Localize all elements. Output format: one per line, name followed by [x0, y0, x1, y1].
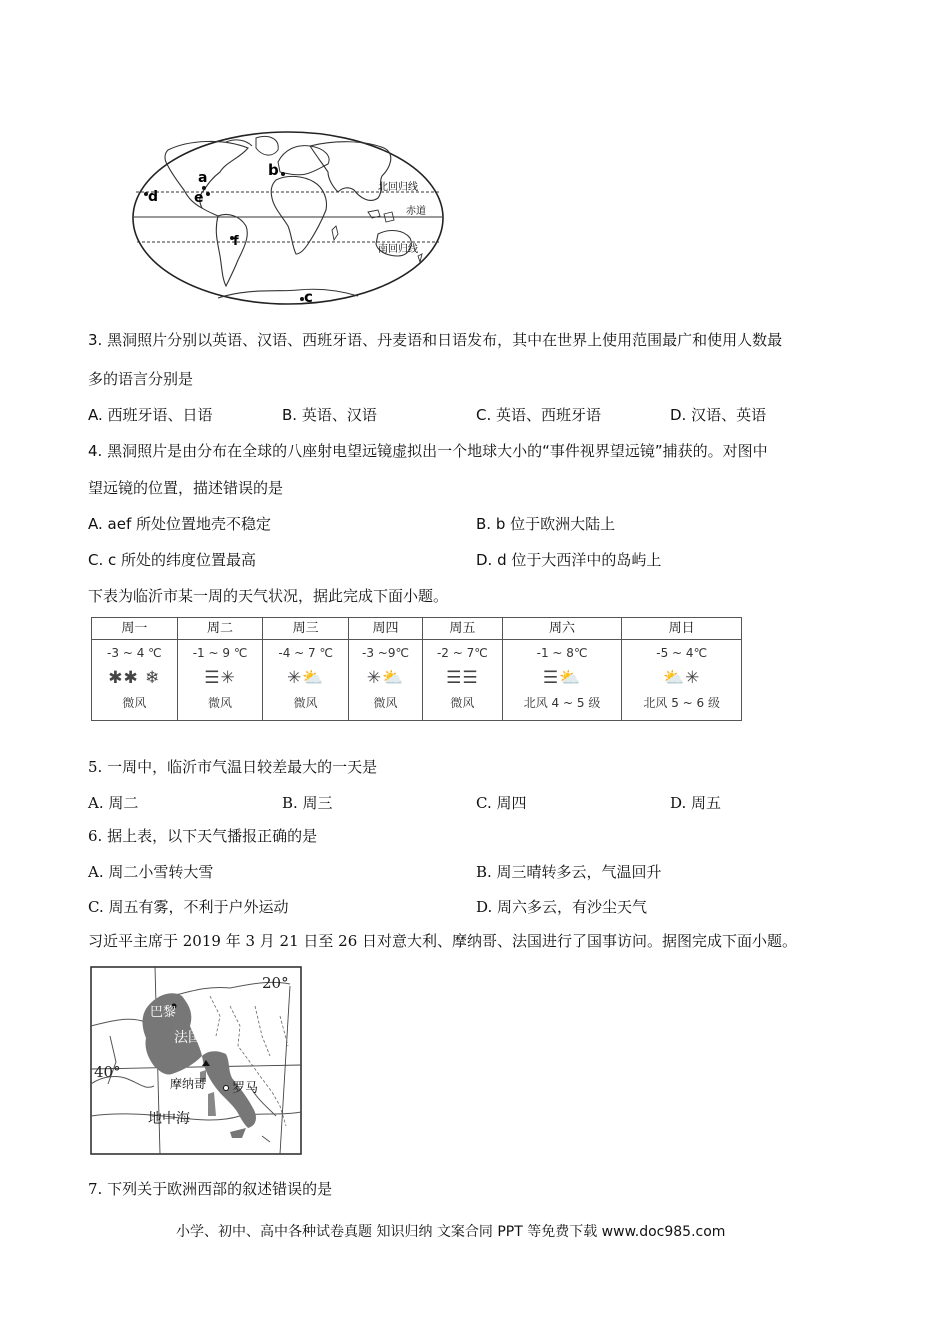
weather-cell-tue: [177, 640, 263, 721]
label-f: f: [233, 234, 239, 249]
temp-sat: -1 ~ 8℃: [536, 646, 588, 660]
q6-option-b: B. 周三晴转多云，气温回升: [476, 863, 662, 881]
day-sun: 周日: [622, 618, 742, 640]
wind-mon: 微风: [122, 696, 147, 710]
fog-snow-icon: ☰✳: [204, 668, 236, 688]
weather-cell-sat: [502, 640, 622, 721]
day-tue: 周二: [177, 618, 263, 640]
wind-sun: 北风 5 ~ 6 级: [643, 696, 720, 710]
wind-sat: 北风 4 ~ 5 级: [523, 696, 601, 710]
wind-fri: 微风: [450, 696, 475, 710]
temp-tue: -1 ~ 9 ℃: [192, 646, 248, 660]
label-a: a: [198, 170, 208, 186]
q4-stem-line2: 望远镜的位置，描述错误的是: [88, 479, 284, 497]
q5-option-c: C. 周四: [476, 794, 527, 812]
page-footer: 小学、初中、高中各种试卷真题 知识归纳 文案合同 PPT 等免费下载 www.doc985.com: [176, 1224, 726, 1240]
temp-fri: -2 ~ 7℃: [436, 646, 488, 660]
fog-cloudy-icon: ☰⛅: [542, 668, 582, 688]
label-tropic-capricorn: 南回归线: [378, 244, 418, 255]
label-e: e: [194, 190, 204, 206]
label-rome: 罗马: [232, 1081, 259, 1096]
fog-icon: ☰☰: [446, 668, 479, 688]
day-fri: 周五: [422, 618, 502, 640]
weather-cell-thu: [349, 640, 423, 721]
q5-stem: 5. 一周中，临沂市气温日较差最大的一天是: [88, 758, 378, 776]
temp-sun: -5 ~ 4℃: [656, 646, 708, 660]
snow-cloudy-icon: ✳⛅: [286, 668, 325, 688]
day-mon: 周一: [92, 618, 178, 640]
day-wed: 周三: [263, 618, 349, 640]
q4-option-b: B. b 位于欧洲大陆上: [476, 515, 616, 533]
europe-map: [90, 966, 302, 1156]
world-map: [128, 128, 448, 308]
q7-stem: 7. 下列关于欧洲西部的叙述错误的是: [88, 1180, 333, 1198]
q4-option-c: C. c 所处的纬度位置最高: [88, 551, 257, 569]
q3-option-a: A. 西班牙语、日语: [88, 406, 213, 424]
wind-tue: 微风: [208, 696, 233, 710]
day-thu: 周四: [349, 618, 423, 640]
label-med-sea: 地中海: [148, 1111, 190, 1127]
snow-icon: ✱✱ ❄: [108, 668, 161, 688]
weather-cell-wed: [263, 640, 349, 721]
q3-stem-line2: 多的语言分别是: [88, 370, 194, 388]
q5-option-b: B. 周三: [282, 794, 333, 812]
wind-wed: 微风: [293, 696, 318, 710]
q6-option-d: D. 周六多云，有沙尘天气: [476, 898, 648, 916]
table-intro: 下表为临沂市某一周的天气状况，据此完成下面小题。: [88, 587, 449, 605]
label-france: 法国: [174, 1030, 202, 1046]
q4-option-a: A. aef 所处位置地壳不稳定: [88, 515, 272, 533]
weather-cell-sun: [622, 640, 742, 721]
day-sat: 周六: [502, 618, 622, 640]
snow-cloudy-icon: ✳⛅: [366, 668, 405, 688]
label-c: c: [304, 288, 313, 306]
temp-thu: -3 ~9℃: [362, 646, 409, 660]
weather-cell-mon: [92, 640, 178, 721]
temp-mon: -3 ~ 4 ℃: [107, 646, 162, 660]
q5-option-d: D. 周五: [670, 794, 722, 812]
q4-stem-line1: 4. 黑洞照片是由分布在全球的八座射电望远镜虚拟出一个地球大小的“事件视界望远镜”捕获的。对图中: [88, 442, 768, 460]
q3-option-c: C. 英语、西班牙语: [476, 406, 602, 424]
q3-option-d: D. 汉语、英语: [670, 406, 767, 424]
cloudy-snow-icon: ⛅✳: [662, 668, 701, 688]
label-paris: 巴黎: [150, 1005, 177, 1020]
wind-thu: 微风: [373, 696, 398, 710]
temp-wed: -4 ~ 7 ℃: [278, 646, 333, 660]
label-monaco: 摩纳哥: [170, 1077, 207, 1091]
q6-stem: 6. 据上表，以下天气播报正确的是: [88, 827, 318, 845]
q5-option-a: A. 周二: [88, 794, 139, 812]
q6-option-c: C. 周五有雾，不利于户外运动: [88, 898, 289, 916]
label-tropic-cancer: 北回归线: [378, 182, 418, 193]
q6-option-a: A. 周二小雪转大雪: [88, 863, 214, 881]
label-lat40: 40°: [94, 1063, 121, 1081]
q3-option-b: B. 英语、汉语: [282, 406, 377, 424]
label-b: b: [268, 161, 279, 179]
label-d: d: [148, 189, 159, 205]
europe-intro: 习近平主席于 2019 年 3 月 21 日至 26 日对意大利、摩纳哥、法国进行了国事访问。据图完成下面小题。: [88, 932, 798, 950]
label-lon20: 20°: [262, 974, 289, 992]
weather-table: [91, 617, 742, 721]
q3-stem-line1: 3. 黑洞照片分别以英语、汉语、西班牙语、丹麦语和日语发布，其中在世界上使用范围最广和使用人数最: [88, 331, 783, 349]
weather-cell-fri: [422, 640, 502, 721]
q4-option-d: D. d 位于大西洋中的岛屿上: [476, 551, 662, 569]
label-equator: 赤道: [406, 206, 426, 217]
